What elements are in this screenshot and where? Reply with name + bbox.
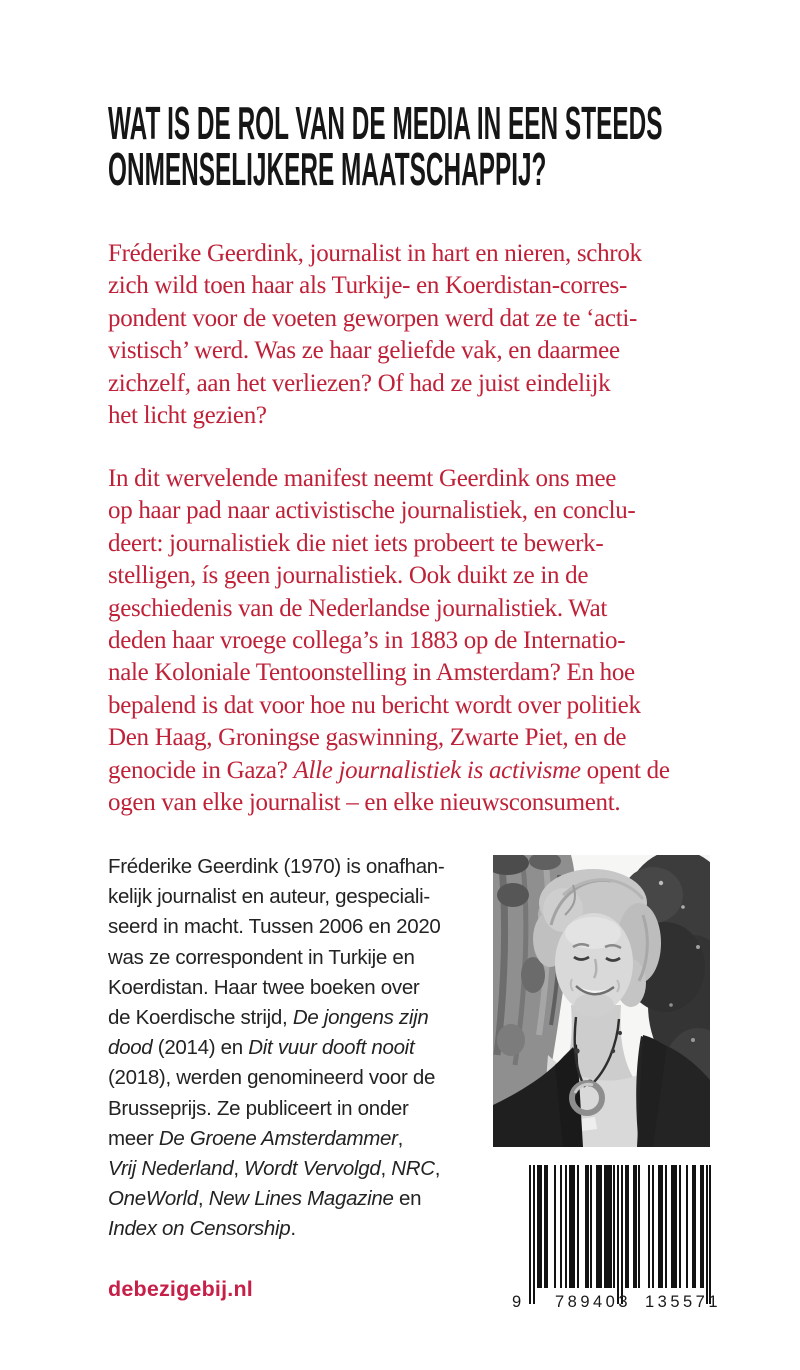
publisher-website: debezigebij.nl [108, 1277, 253, 1301]
intro-paragraph-2: In dit wervelende manifest neemt Geerdink ons mee op haar pad naar activistische journalistiek, en conclu- deert: journalistiek die niet iets probeert te bewerk- stelligen, ís geen journalistiek. Ook duikt ze in de geschiedenis van de Nederlandse journalistiek. Wat deden haar vroege collega’s in 1883 op de Internatio- nale Koloniale Tentoonstelling in Amsterdam? En hoe bepalend is dat voor hoe nu bericht wordt over politiek Den Haag, Groningse gaswinning, Zwarte Piet, en de genocide in Gaza? Alle journalistiek is activisme opent de ogen van elke journalist – en elke nieuwsconsument. [108, 465, 670, 817]
author-portrait-illustration [493, 855, 710, 1147]
headline-line-1: WAT IS DE ROL VAN DE MEDIA IN EEN STEEDS [108, 97, 663, 149]
author-bio: Fréderike Geerdink (1970) is onafhan- kelijk journalist en auteur, gespeciali- seerd in macht. Tussen 2006 en 2020 was ze correspondent in Turkije en Koerdistan. Haar twee boeken over de Koerdische strijd, De jongens zijn dood (2014) en Dit vuur dooft nooit (2018), werden genomineerd voor de Brusseprijs. Ze publiceert in onder meer De Groene Amsterdammer, Vrij Nederland, Wordt Vervolgd, NRC, OneWorld, New Lines Magazine en Index on Censorship. [108, 855, 445, 1241]
barcode-digits-group1: 789403 [554, 1293, 632, 1311]
headline [108, 97, 800, 195]
barcode-bars [529, 1165, 711, 1311]
intro-paragraph-1: Fréderike Geerdink, journalist in hart en nieren, schrok zich wild toen haar als Turkije- en Koerdistan-corres- pondent voor de voeten geworpen werd dat ze te ‘acti- vistisch’ werd. Was ze haar geliefde vak, en daarmee zichzelf, aan het verliezen? Of had ze juist eindelijk het licht gezien? [108, 240, 642, 430]
headline-line-2: ONMENSELIJKERE MAATSCHAPPIJ? [108, 142, 547, 195]
barcode-lead-digit: 9 [512, 1293, 522, 1311]
barcode [511, 1165, 722, 1311]
barcode-digits-group2: 135571 [644, 1293, 722, 1311]
author-photo [493, 855, 710, 1147]
